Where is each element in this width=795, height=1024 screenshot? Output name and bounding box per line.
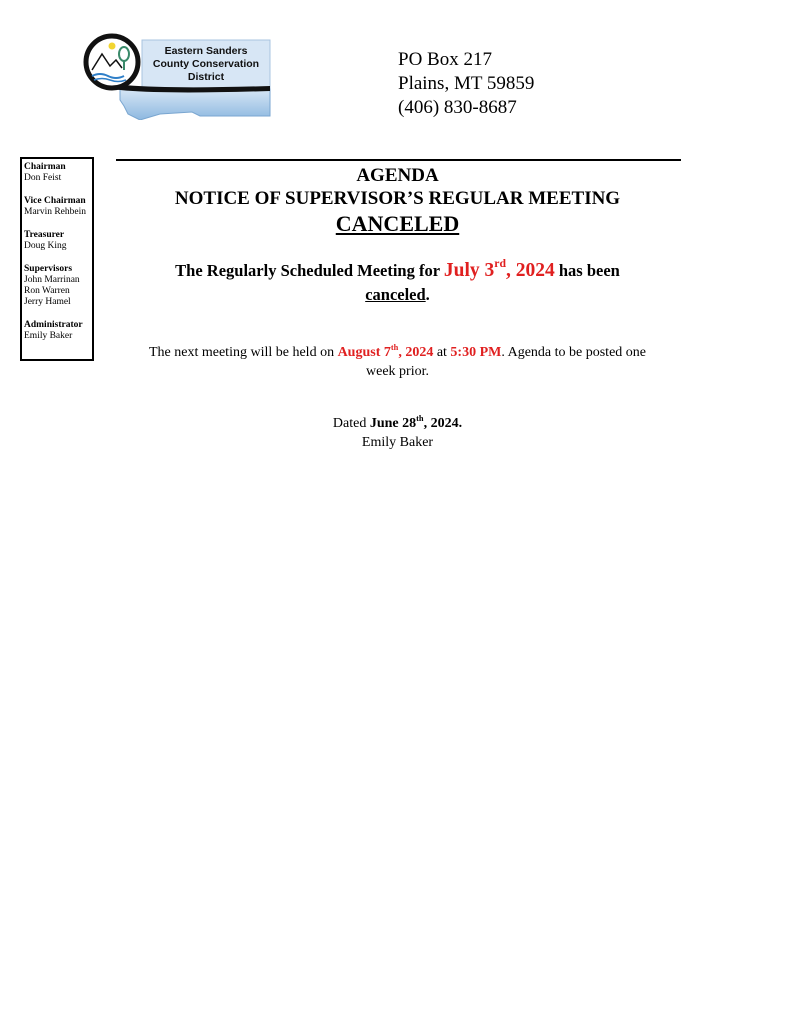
next-meeting-info: The next meeting will be held on August 7th, 2024 at 5:30 PM. Agenda to be posted one week prior.: [149, 342, 646, 379]
officer-role: Treasurer: [24, 230, 65, 240]
officer-group: [24, 320, 92, 342]
officer-group: [24, 230, 92, 252]
officer-name: Ron Warren: [24, 286, 70, 296]
notice-title: NOTICE OF SUPERVISOR’S REGULAR MEETING: [174, 188, 621, 209]
notice-suffix: has been: [554, 261, 620, 280]
address-po-box: PO Box 217: [398, 49, 492, 70]
header-divider: [116, 159, 681, 161]
district-logo: [80, 32, 272, 120]
canceled-title: CANCELED: [335, 211, 460, 236]
address-city: Plains, MT 59859: [398, 73, 535, 94]
officer-group: [24, 162, 92, 184]
dated-signature: Dated June 28th, 2024. Emily Baker: [332, 413, 463, 450]
notice-prefix: The Regularly Scheduled Meeting for: [175, 261, 444, 280]
mailing-address: [398, 48, 534, 120]
officer-name: John Marrinan: [24, 275, 80, 285]
cancellation-notice: The Regularly Scheduled Meeting for July 3rd, 2024 has been canceled.: [175, 257, 620, 304]
canceled-date: July 3rd, 2024: [443, 257, 555, 281]
officer-name: Jerry Hamel: [24, 297, 71, 307]
officer-name: Don Feist: [24, 173, 62, 183]
officer-group: [24, 196, 92, 218]
agenda-title: AGENDA: [356, 165, 439, 186]
montana-shape: [120, 88, 270, 120]
address-phone: (406) 830-8687: [398, 97, 517, 118]
next-prefix: The next meeting will be held on: [149, 345, 338, 360]
signer-name: Emily Baker: [361, 435, 434, 450]
logo-graphic: [80, 32, 272, 120]
officer-role: Supervisors: [24, 264, 73, 274]
officer-name: Doug King: [24, 241, 67, 251]
officer-name: Marvin Rehbein: [24, 207, 87, 217]
officers-box: [20, 157, 94, 361]
next-meeting-date: August 7th, 2024: [337, 342, 434, 360]
officer-name: Emily Baker: [24, 331, 73, 341]
canceled-word: canceled: [365, 285, 426, 304]
officer-role: Vice Chairman: [24, 196, 86, 206]
officer-group: [24, 264, 92, 308]
logo-text-line3: District: [187, 71, 225, 83]
logo-text-line2: County Conservation: [152, 58, 260, 70]
officer-role: Chairman: [24, 162, 66, 172]
logo-text-line1: Eastern Sanders: [164, 45, 248, 57]
dated-date: June 28th, 2024.: [369, 413, 463, 431]
next-meeting-time: 5:30 PM: [450, 345, 502, 360]
next-line2: week prior.: [366, 364, 429, 379]
officer-role: Administrator: [24, 320, 83, 330]
